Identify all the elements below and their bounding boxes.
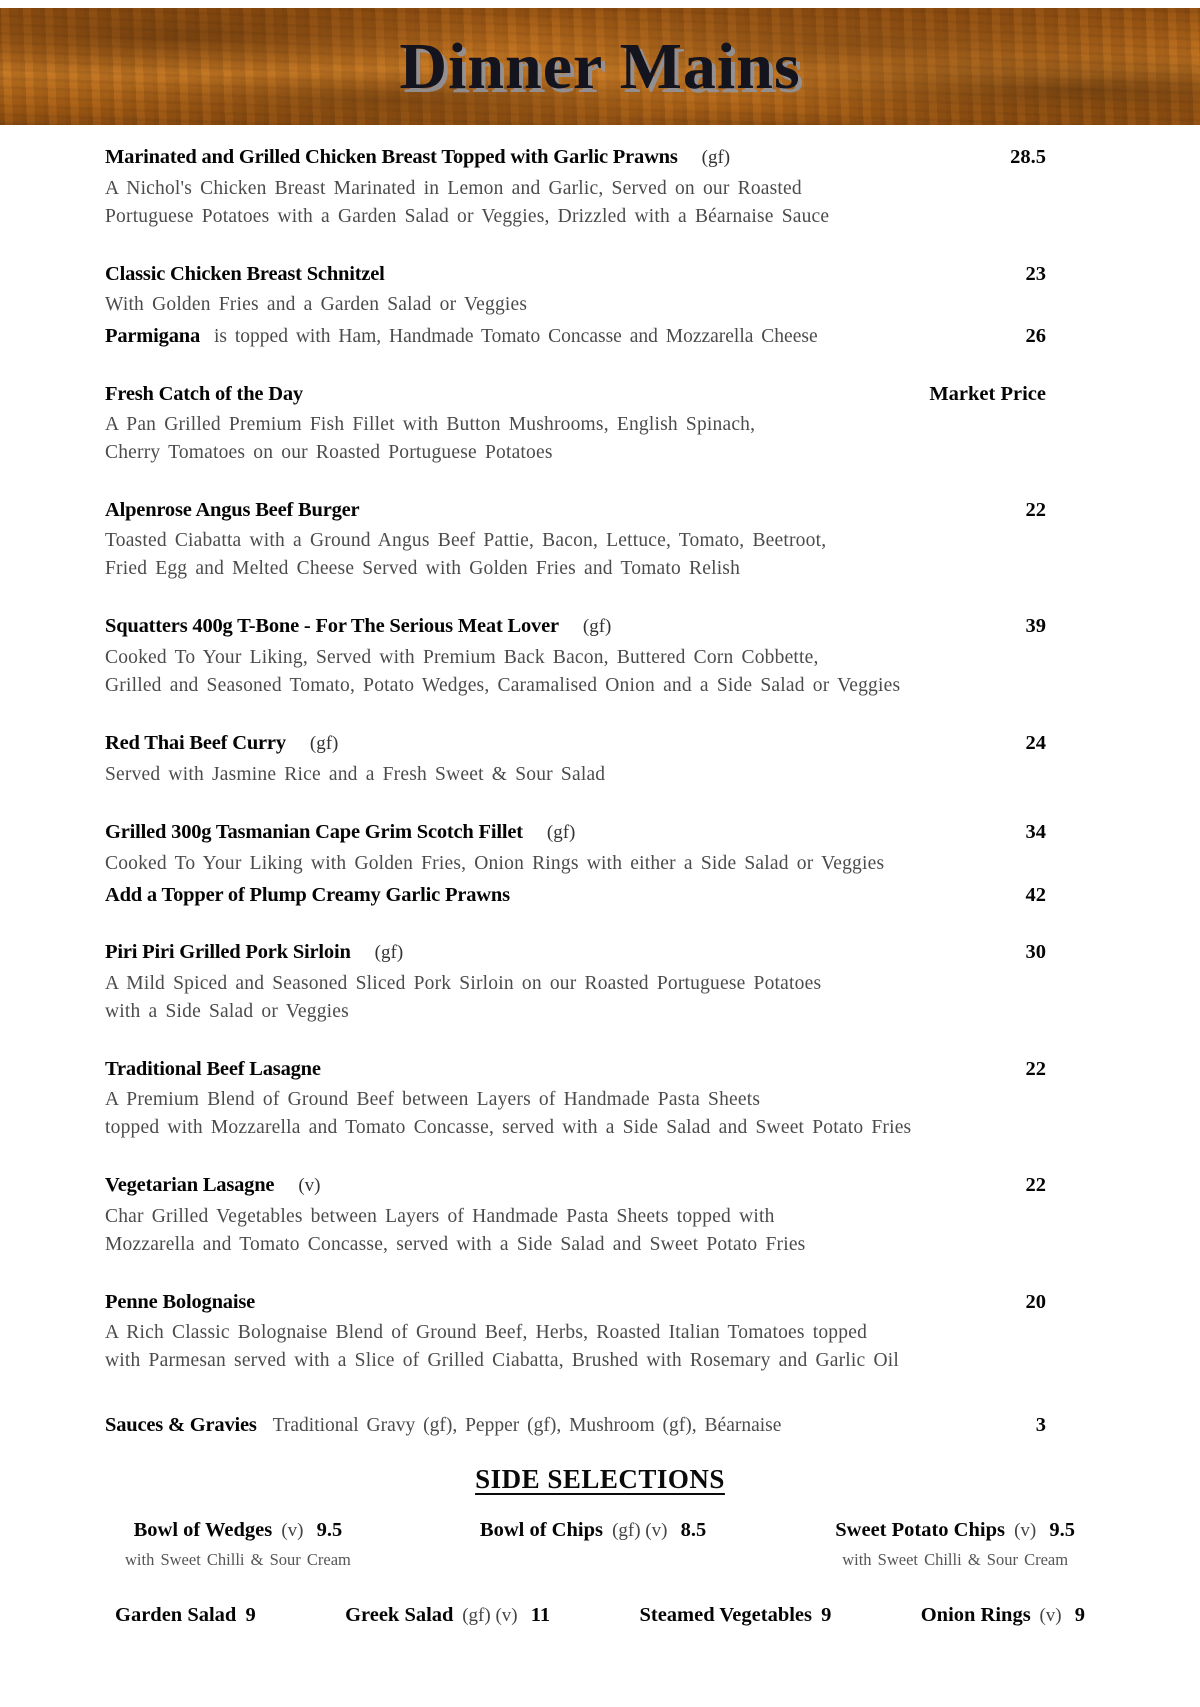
side-item-price: 9 bbox=[1069, 1604, 1085, 1626]
item-name: Traditional Beef Lasagne bbox=[105, 1058, 321, 1080]
side-row-2 bbox=[0, 1604, 1200, 1627]
sauces-text: Traditional Gravy (gf), Pepper (gf), Mushroom (gf), Béarnaise bbox=[272, 1415, 782, 1436]
item-desc bbox=[105, 850, 1046, 878]
item-desc bbox=[105, 411, 1046, 467]
side-item-name: Garden Salad bbox=[115, 1604, 237, 1626]
item-desc bbox=[105, 1086, 1046, 1142]
extra-name: Parmigana bbox=[105, 325, 200, 347]
item-price: 22 bbox=[1025, 1058, 1046, 1080]
item-desc-line: A Rich Classic Bolognaise Blend of Ground Beef, Herbs, Roasted Italian Tomatoes topped bbox=[105, 1322, 868, 1343]
side-item-tag: (gf) (v) bbox=[457, 1605, 518, 1626]
item-name: Vegetarian Lasagne bbox=[105, 1174, 275, 1196]
item-desc-line: With Golden Fries and a Garden Salad or Veggies bbox=[105, 294, 528, 315]
side-item bbox=[639, 1604, 831, 1627]
item-desc-line: Served with Jasmine Rice and a Fresh Sweet & Sour Salad bbox=[105, 764, 606, 785]
item-dietary-tag: (gf) bbox=[546, 822, 576, 843]
item-desc bbox=[105, 1203, 1046, 1259]
extra-text: is topped with Ham, Handmade Tomato Concasse and Mozzarella Cheese bbox=[214, 326, 818, 347]
side-item-price: 9 bbox=[240, 1604, 256, 1626]
menu-item bbox=[105, 612, 1046, 700]
side-item-name: Bowl of Chips bbox=[479, 1519, 603, 1541]
item-desc bbox=[105, 175, 1046, 231]
item-desc-line: Fried Egg and Melted Cheese Served with Golden Fries and Tomato Relish bbox=[105, 558, 741, 579]
item-head bbox=[105, 612, 1046, 641]
side-item bbox=[921, 1604, 1085, 1627]
item-name: Marinated and Grilled Chicken Breast Topped with Garlic Prawns bbox=[105, 146, 678, 168]
side-item bbox=[480, 1517, 706, 1570]
item-price: 22 bbox=[1025, 1174, 1046, 1196]
item-dietary-tag: (gf) bbox=[309, 733, 339, 754]
item-extra bbox=[105, 881, 1046, 909]
item-head bbox=[105, 729, 1046, 758]
item-desc-line: topped with Mozzarella and Tomato Concasse, served with a Side Salad and Sweet Potato Fries bbox=[105, 1117, 912, 1138]
item-desc-line: A Nichol's Chicken Breast Marinated in Lemon and Garlic, Served on our Roasted bbox=[105, 178, 802, 199]
side-selections bbox=[0, 1464, 1200, 1627]
item-name: Piri Piri Grilled Pork Sirloin bbox=[105, 941, 351, 963]
extra-price: 42 bbox=[1025, 884, 1046, 906]
item-name: Alpenrose Angus Beef Burger bbox=[105, 499, 360, 521]
item-price: 39 bbox=[1025, 615, 1046, 637]
menu-item bbox=[105, 1055, 1046, 1142]
item-desc bbox=[105, 761, 1046, 789]
item-extra bbox=[105, 322, 1046, 351]
side-item-tag: (v) bbox=[1034, 1605, 1062, 1626]
item-dietary-tag: (gf) bbox=[582, 616, 612, 637]
item-desc-line: with a Side Salad or Veggies bbox=[105, 1001, 349, 1022]
item-price: 28.5 bbox=[1010, 146, 1046, 168]
item-head bbox=[105, 818, 1046, 847]
item-desc-line: Cooked To Your Liking with Golden Fries, Onion Rings with either a Side Salad or Veggies bbox=[105, 853, 885, 874]
item-desc-line: Portuguese Potatoes with a Garden Salad or Veggies, Drizzled with a Béarnaise Sauce bbox=[105, 206, 830, 227]
item-desc bbox=[105, 644, 1046, 700]
item-desc bbox=[105, 527, 1046, 583]
item-desc-line: Toasted Ciabatta with a Ground Angus Beef Pattie, Bacon, Lettuce, Tomato, Beetroot, bbox=[105, 530, 827, 551]
side-selections-heading: SIDE SELECTIONS bbox=[475, 1464, 725, 1494]
item-head bbox=[105, 496, 1046, 524]
item-name: Fresh Catch of the Day bbox=[105, 383, 303, 405]
side-item-name: Sweet Potato Chips bbox=[835, 1519, 1005, 1541]
item-name: Red Thai Beef Curry bbox=[105, 732, 286, 754]
item-price: Market Price bbox=[929, 383, 1046, 405]
item-head bbox=[105, 1288, 1046, 1316]
item-desc-line: A Premium Blend of Ground Beef between Layers of Handmade Pasta Sheets bbox=[105, 1089, 761, 1110]
side-item-price: 9 bbox=[816, 1604, 832, 1626]
side-item-sub: with Sweet Chilli & Sour Cream bbox=[842, 1550, 1069, 1569]
item-desc bbox=[105, 970, 1046, 1026]
side-item-price: 9.5 bbox=[1049, 1519, 1075, 1541]
item-price: 20 bbox=[1025, 1291, 1046, 1313]
menu-item bbox=[105, 143, 1046, 231]
item-desc bbox=[105, 1319, 1046, 1375]
side-item-price: 11 bbox=[525, 1604, 551, 1626]
sauces-price: 3 bbox=[1035, 1414, 1046, 1436]
side-item-name: Steamed Vegetables bbox=[639, 1604, 812, 1626]
item-name: Squatters 400g T-Bone - For The Serious Meat Lover bbox=[105, 615, 559, 637]
side-item-name: Onion Rings bbox=[920, 1604, 1031, 1626]
side-item-price: 8.5 bbox=[680, 1519, 707, 1541]
item-name: Penne Bolognaise bbox=[105, 1291, 255, 1313]
item-head bbox=[105, 380, 1046, 408]
side-item bbox=[835, 1517, 1075, 1570]
side-item-main bbox=[835, 1517, 1075, 1544]
item-price: 24 bbox=[1025, 732, 1046, 754]
side-item bbox=[115, 1604, 256, 1627]
item-name: Grilled 300g Tasmanian Cape Grim Scotch Fillet bbox=[105, 821, 523, 843]
side-item-price: 9.5 bbox=[316, 1519, 343, 1541]
side-item bbox=[345, 1604, 550, 1627]
menu-item bbox=[105, 260, 1046, 351]
extra-price: 26 bbox=[1025, 325, 1046, 347]
side-item-tag: (v) bbox=[281, 1520, 304, 1541]
side-item-tag: (gf) (v) bbox=[612, 1520, 668, 1541]
page-title: Dinner Mains bbox=[399, 29, 801, 103]
menu-item bbox=[105, 1288, 1046, 1375]
item-head bbox=[105, 1055, 1046, 1083]
item-desc-line: with Parmesan served with a Slice of Grilled Ciabatta, Brushed with Rosemary and Garlic Oil bbox=[105, 1350, 899, 1371]
item-dietary-tag: (gf) bbox=[374, 942, 404, 963]
item-head bbox=[105, 260, 1046, 288]
side-item-sub: with Sweet Chilli & Sour Cream bbox=[125, 1550, 351, 1569]
item-head bbox=[105, 1171, 1046, 1200]
side-item-name: Greek Salad bbox=[345, 1604, 454, 1626]
menu-item bbox=[105, 1171, 1046, 1259]
menu-page bbox=[0, 8, 1200, 1707]
item-desc-line: Grilled and Seasoned Tomato, Potato Wedges, Caramalised Onion and a Side Salad or Veggies bbox=[105, 675, 901, 696]
side-item bbox=[125, 1517, 351, 1570]
item-head bbox=[105, 143, 1046, 172]
item-head bbox=[105, 938, 1046, 967]
menu-content bbox=[0, 125, 1200, 1440]
item-price: 22 bbox=[1025, 499, 1046, 521]
item-price: 34 bbox=[1025, 821, 1046, 843]
extra-name: Add a Topper of Plump Creamy Garlic Prawns bbox=[105, 884, 510, 906]
menu-item bbox=[105, 496, 1046, 583]
item-desc-line: Cooked To Your Liking, Served with Premium Back Bacon, Buttered Corn Cobbette, bbox=[105, 647, 819, 668]
side-item-name: Bowl of Wedges bbox=[133, 1519, 273, 1541]
menu-item bbox=[105, 729, 1046, 789]
item-dietary-tag: (gf) bbox=[701, 147, 731, 168]
item-dietary-tag: (v) bbox=[298, 1175, 321, 1196]
menu-items bbox=[105, 143, 1046, 1375]
item-desc bbox=[105, 291, 1046, 319]
side-item-main bbox=[125, 1517, 351, 1544]
item-price: 30 bbox=[1025, 941, 1046, 963]
sauces-row bbox=[105, 1411, 1046, 1440]
item-desc-line: Mozzarella and Tomato Concasse, served with a Side Salad and Sweet Potato Fries bbox=[105, 1234, 806, 1255]
item-desc-line: A Mild Spiced and Seasoned Sliced Pork Sirloin on our Roasted Portuguese Potatoes bbox=[105, 973, 822, 994]
item-desc-line: A Pan Grilled Premium Fish Fillet with Button Mushrooms, English Spinach, bbox=[105, 414, 756, 435]
side-item-main bbox=[480, 1517, 706, 1544]
menu-item bbox=[105, 380, 1046, 467]
side-item-tag: (v) bbox=[1014, 1520, 1037, 1541]
menu-item bbox=[105, 938, 1046, 1026]
menu-item bbox=[105, 818, 1046, 909]
item-desc-line: Cherry Tomatoes on our Roasted Portuguese Potatoes bbox=[105, 442, 553, 463]
side-row-1 bbox=[0, 1517, 1200, 1570]
item-desc-line: Char Grilled Vegetables between Layers of Handmade Pasta Sheets topped with bbox=[105, 1206, 775, 1227]
sauces-label: Sauces & Gravies bbox=[105, 1414, 257, 1436]
item-price: 23 bbox=[1025, 263, 1046, 285]
menu-banner bbox=[0, 8, 1200, 125]
item-name: Classic Chicken Breast Schnitzel bbox=[105, 263, 385, 285]
